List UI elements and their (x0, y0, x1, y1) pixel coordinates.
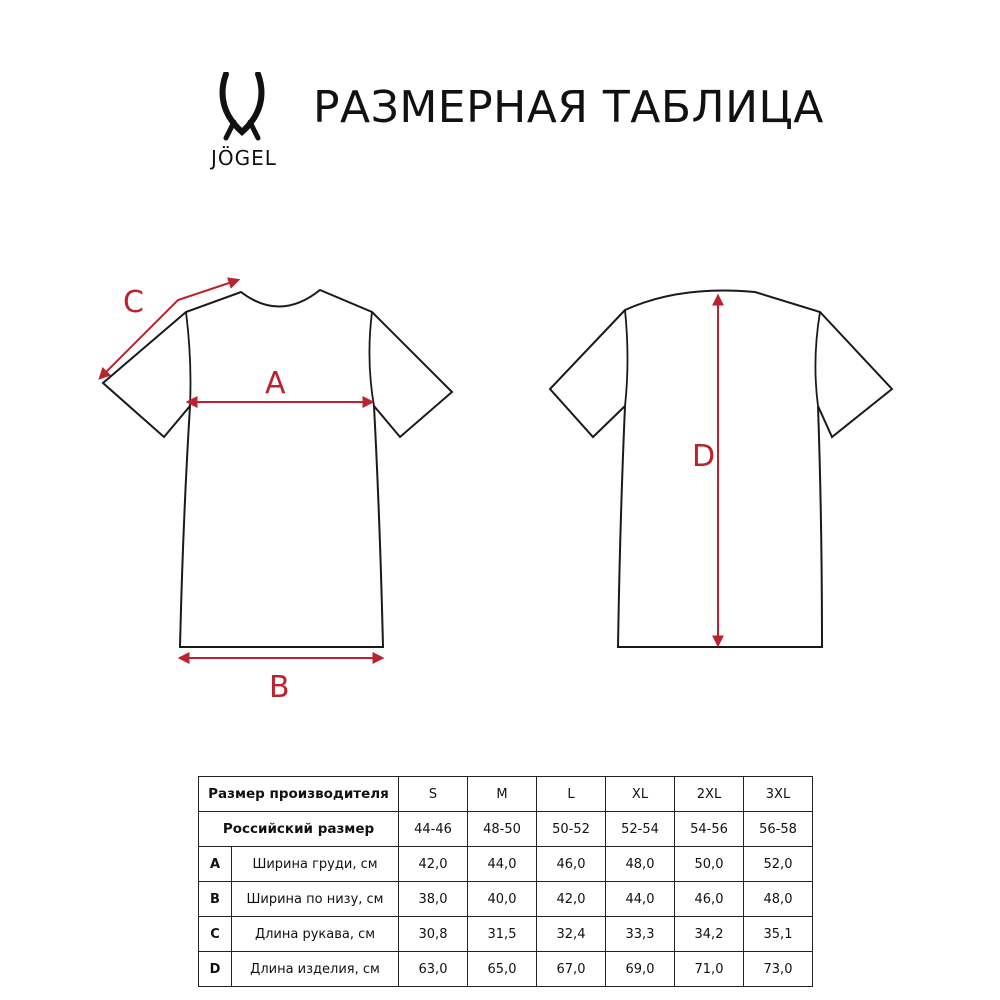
measurement-value: 46,0 (537, 847, 606, 882)
dimension-d-label: D (692, 439, 716, 474)
table-row-manufacturer-size (199, 777, 813, 812)
measurement-value: 30,8 (399, 917, 468, 952)
size-l: L (537, 777, 606, 812)
table-row (199, 882, 813, 917)
measurement-value: 34,2 (675, 917, 744, 952)
ru-size-cell: 52-54 (606, 812, 675, 847)
measurement-value: 52,0 (744, 847, 813, 882)
dimension-c-label: C (123, 285, 144, 320)
table-row (199, 847, 813, 882)
russian-size-label: Российский размер (199, 812, 399, 847)
measurement-label: Ширина по низу, см (232, 882, 399, 917)
header (0, 0, 1000, 200)
measurement-code: C (199, 917, 232, 952)
measurement-value: 38,0 (399, 882, 468, 917)
measurement-code: D (199, 952, 232, 987)
size-s: S (399, 777, 468, 812)
measurement-value: 42,0 (537, 882, 606, 917)
ru-size-cell: 44-46 (399, 812, 468, 847)
ru-size-cell: 48-50 (468, 812, 537, 847)
measurement-value: 31,5 (468, 917, 537, 952)
size-xl: XL (606, 777, 675, 812)
size-table (198, 776, 813, 987)
size-3xl: 3XL (744, 777, 813, 812)
ru-size-cell: 54-56 (675, 812, 744, 847)
table-row-russian-size (199, 812, 813, 847)
measurement-value: 67,0 (537, 952, 606, 987)
page-title: РАЗМЕРНАЯ ТАБЛИЦА (313, 82, 824, 133)
measurement-label: Длина рукава, см (232, 917, 399, 952)
brand-name: JÖGEL (211, 146, 277, 170)
measurement-code: A (199, 847, 232, 882)
jogel-logo-icon (212, 72, 272, 144)
measurement-label: Длина изделия, см (232, 952, 399, 987)
measurement-value: 32,4 (537, 917, 606, 952)
manufacturer-size-label: Размер производителя (199, 777, 399, 812)
measurement-value: 46,0 (675, 882, 744, 917)
measurement-value: 44,0 (468, 847, 537, 882)
measurement-label: Ширина груди, см (232, 847, 399, 882)
table-row (199, 952, 813, 987)
measurement-value: 48,0 (606, 847, 675, 882)
dimension-a-label: A (265, 366, 286, 401)
tshirt-measurement-diagram (0, 250, 1000, 710)
tshirt-diagram-svg (0, 250, 1000, 710)
measurement-value: 40,0 (468, 882, 537, 917)
tshirt-front-outline (103, 290, 452, 647)
ru-size-cell: 56-58 (744, 812, 813, 847)
size-m: M (468, 777, 537, 812)
measurement-value: 50,0 (675, 847, 744, 882)
size-table-body (199, 777, 813, 987)
measurement-value: 63,0 (399, 952, 468, 987)
measurement-value: 69,0 (606, 952, 675, 987)
measurement-value: 65,0 (468, 952, 537, 987)
measurement-value: 42,0 (399, 847, 468, 882)
ru-size-cell: 50-52 (537, 812, 606, 847)
measurement-value: 35,1 (744, 917, 813, 952)
table-row (199, 917, 813, 952)
dimension-b-label: B (269, 670, 290, 705)
dimension-c-line (100, 280, 238, 378)
size-2xl: 2XL (675, 777, 744, 812)
tshirt-back-outline (550, 290, 892, 647)
measurement-value: 48,0 (744, 882, 813, 917)
measurement-value: 44,0 (606, 882, 675, 917)
measurement-code: B (199, 882, 232, 917)
measurement-value: 33,3 (606, 917, 675, 952)
measurement-value: 71,0 (675, 952, 744, 987)
measurement-value: 73,0 (744, 952, 813, 987)
